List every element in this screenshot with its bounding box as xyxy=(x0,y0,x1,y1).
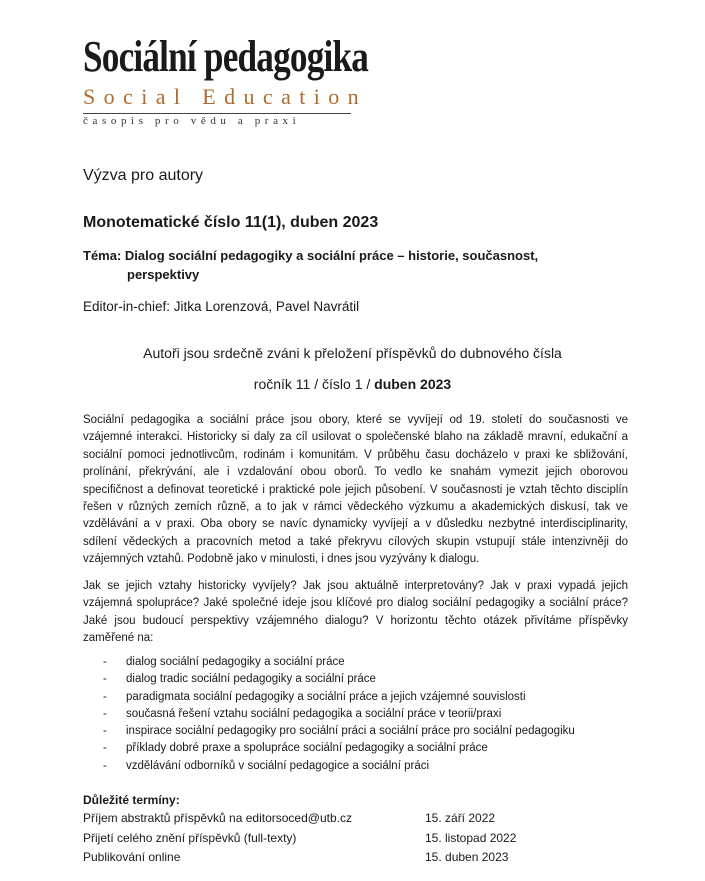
intro-paragraph: Sociální pedagogika a sociální práce jsou obory, které se vyvíjejí od 19. století do současnosti ve vzájemné interakci. Historicky si daly za cíl usilovat o společenské blaho na základě mravní, edukační a sociální pomoci jednotlivcům, rodinám i komunitám. V průběhu času docházelo v praxi ke sbližování, prolínání, překrývání, ale i vzdalování obou oborů. To vedlo ke snahám vymezit jejich oborovou specifičnost a definovat teoretické i praktické pole jejich působení. V současnosti je vztah těchto disciplín řešen v různých zemích různě, a to jak v rámci vědeckého výzkumu a akademických diskusí, tak ve vzdělávání a v praxi. Oba obory se navíc dynamicky vyvíjejí a v důsledku nezbytné interdisciplinarity, sdílení vědeckých a pracovních metod a také překryvu cílových skupin vstupují stále intenzivněji do vzájemných vztahů. Podobně jako v minulosti, i dnes jsou vyzývány k dialogu. xyxy=(83,414,628,566)
deadline-date: 15. listopad 2022 xyxy=(425,830,517,845)
list-item: - inspirace sociální pedagogiky pro sociální práci a sociální práce pro sociální pedagogiku xyxy=(103,723,623,740)
list-item: - dialog sociální pedagogiky a sociální práce xyxy=(103,654,623,671)
theme-block xyxy=(83,246,603,284)
volume-date: duben 2023 xyxy=(374,376,452,392)
deadline-date: 15. duben 2023 xyxy=(425,850,509,864)
issue-title: Monotematické číslo 11(1), duben 2023 xyxy=(83,214,379,231)
deadline-date: 15. září 2022 xyxy=(425,811,496,825)
invitation-line: Autoři jsou srdečně zváni k přeložení příspěvků do dubnového čísla xyxy=(143,345,562,361)
deadlines-heading: Důležité termíny: xyxy=(83,793,180,807)
journal-subtitle: Social Education xyxy=(83,84,368,109)
list-item: - současná řešení vztahu sociální pedagogika a sociální práce v teorii/praxi xyxy=(103,706,623,723)
topics-list xyxy=(103,654,623,775)
call-for-authors-heading: Výzva pro autory xyxy=(83,167,204,184)
deadline-label: Příjem abstraktů příspěvků na editorsoced@utb.cz xyxy=(83,811,352,825)
journal-tagline: časopis pro vědu a praxi xyxy=(83,115,301,127)
masthead-divider xyxy=(83,113,351,114)
theme-text: Dialog sociální pedagogiky a sociální práce – historie, současnost, xyxy=(124,248,539,263)
deadlines-section xyxy=(83,791,603,868)
deadline-row xyxy=(83,848,603,868)
deadline-row xyxy=(83,829,603,849)
editors-line: Editor-in-chief: Jitka Lorenzová, Pavel Navrátil xyxy=(83,299,360,314)
journal-title: Sociální pedagogika xyxy=(83,32,369,81)
list-item: - vzdělávání odborníků v sociální pedagogice a sociální práci xyxy=(103,758,623,775)
deadline-label: Přijetí celého znění příspěvků (full-texty) xyxy=(83,830,297,845)
deadline-label: Publikování online xyxy=(83,850,181,864)
list-item: - paradigmata sociální pedagogiky a sociální práce a jejich vzájemné souvislosti xyxy=(103,689,623,706)
theme-text-continued: perspektivy xyxy=(127,267,200,282)
journal-masthead xyxy=(83,32,369,127)
volume-line xyxy=(0,376,705,392)
list-item: - příklady dobré praxe a spolupráce sociální pedagogiky a sociální práce xyxy=(103,740,623,757)
theme-label: Téma: xyxy=(83,248,122,263)
deadline-row xyxy=(83,809,603,829)
volume-prefix: ročník 11 / číslo 1 / xyxy=(253,376,375,392)
questions-paragraph: Jak se jejich vztahy historicky vyvíjely? Jak jsou aktuálně interpretovány? Jak v praxi vypadá jejich vzájemná spolupráce? Jaké společné ideje jsou klíčové pro dialog sociální pedagogiky a sociální práce? Jaké jsou budoucí perspektivy vzájemného dialogu? V horizontu těchto otázek přivítáme příspěvky zaměřené na: xyxy=(83,580,628,645)
list-item: - dialog tradic sociální pedagogiky a sociální práce xyxy=(103,671,623,688)
